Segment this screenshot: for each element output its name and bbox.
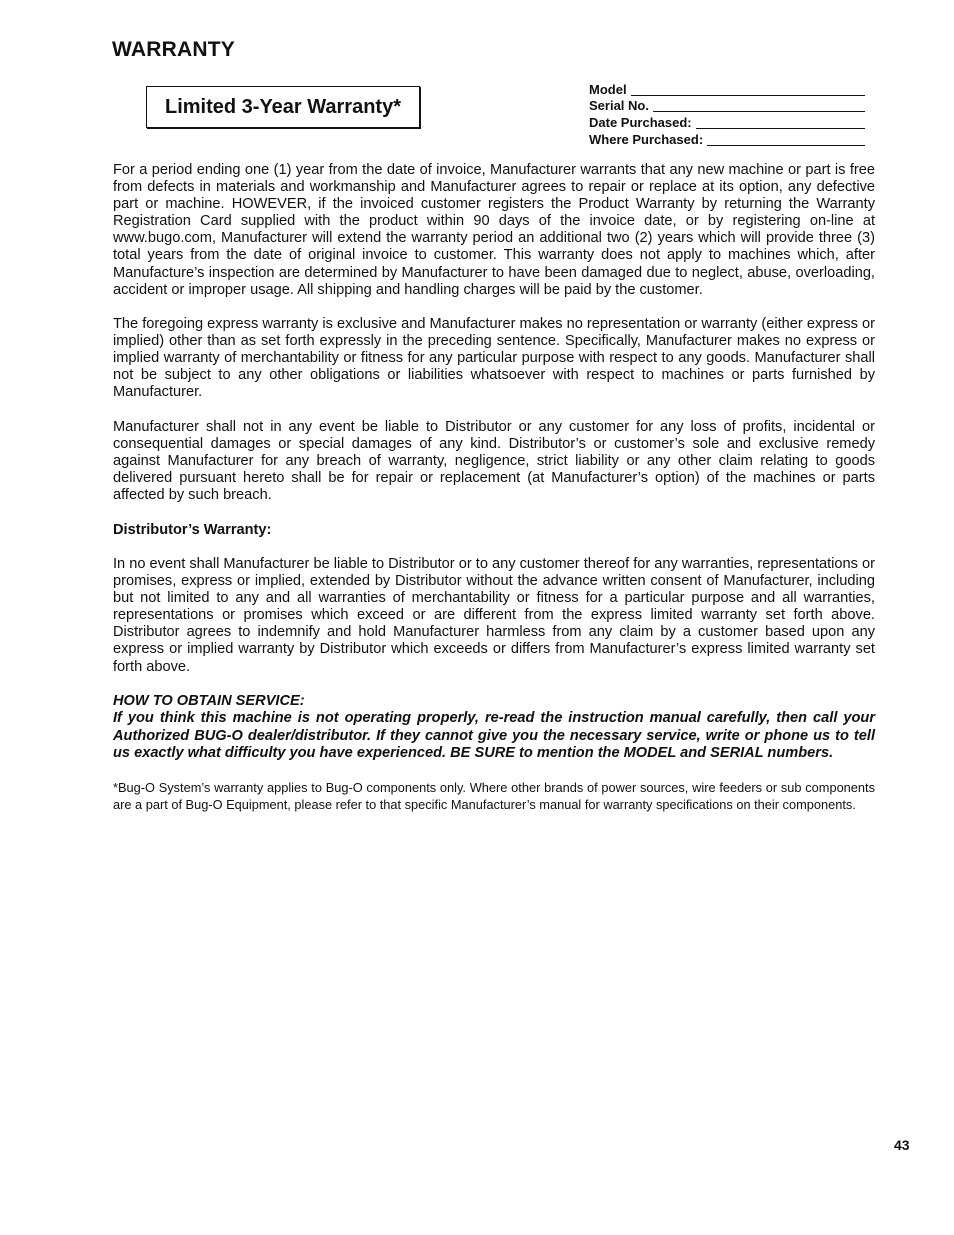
footnote: *Bug-O System’s warranty applies to Bug-O components only. Where other brands of power sources, wire feeders or sub components are a part of Bug-O Equipment, please refer to that specific Manufacturer’s manual for warranty specifications on their components. [113,780,875,813]
where-purchased-field[interactable] [589,130,865,147]
warranty-paragraph-2: The foregoing express warranty is exclusive and Manufacturer makes no representation or warranty (either express or implied) other than as set forth expressly in the preceding sentence. Specifically, Manufacturer makes no express or implied warranty of merchantability or fitness for any particular purpose with respect to any goods. Manufacturer shall not be subject to any other obligations or liabilities whatsoever with respect to machines or parts furnished by Manufacturer. [113,316,875,401]
distributor-paragraph: In no event shall Manufacturer be liable to Distributor or to any customer thereof for any warranties, representations or promises, express or implied, extended by Distributor without the advance written consent of Manufacturer, including but not limited to any and all warranties of merchantability or fitness for a particular purpose and all warranties, representations or promises which exceed or are different from the express limited warranty set forth above. Distributor agrees to indemnify and hold Manufacturer harmless from any claim by a customer based upon any express or implied warranty by Distributor which exceeds or differs from Manufacturer’s express limited warranty set forth above. [113,556,875,675]
service-title: HOW TO OBTAIN SERVICE: [113,693,305,709]
date-purchased-field[interactable] [589,113,865,130]
distributor-heading: Distributor’s Warranty: [113,522,272,538]
date-purchased-label: Date Purchased: [589,115,692,131]
serial-line[interactable] [653,100,865,112]
page-heading: WARRANTY [112,38,235,61]
where-purchased-label: Where Purchased: [589,131,704,147]
where-purchased-line[interactable] [707,134,865,146]
warranty-paragraph-1: For a period ending one (1) year from the date of invoice, Manufacturer warrants that any new machine or part is free from defects in materials and workmanship and Manufacturer agrees to repair or replace at its option, any defective part or machine. HOWEVER, if the invoiced customer registers the Product Warranty by returning the Warranty Registration Card supplied with the product within 90 days of the invoice date, or by registering on-line at www.bugo.com, Manufacturer will extend the warranty period an additional two (2) years which will provide three (3) total years from the date of original invoice to customer. This warranty does not apply to machines which, after Manufacture’s inspection are determined by Manufacturer to have been damaged due to neglect, abuse, overloading, accident or improper usage. All shipping and handling charges will be paid by the customer. [113,162,875,298]
serial-field[interactable] [589,97,865,114]
serial-label: Serial No. [589,98,649,114]
warranty-paragraph-3: Manufacturer shall not in any event be liable to Distributor or any customer for any loss of profits, incidental or consequential damages or special damages of any kind. Distributor’s or customer’s sole and exclusive remedy against Manufacturer for any breach of warranty, negligence, strict liability or any other claim relating to goods delivered pursuant hereto shall be for repair or replacement (at Manufacturer’s option) of the machines or parts affected by such breach. [113,419,875,504]
model-field[interactable] [589,80,865,97]
service-text: If you think this machine is not operating properly, re-read the instruction manual carefully, then call your Authorized BUG-O dealer/distributor. If they cannot give you the necessary service, write or phone us to tell us exactly what difficulty you have experienced. BE SURE to mention the MODEL and SERIAL numbers. [113,710,875,761]
model-label: Model [589,81,627,97]
warranty-title-box [146,86,420,128]
date-purchased-line[interactable] [696,117,865,129]
warranty-title: Limited 3-Year Warranty* [164,95,401,118]
model-line[interactable] [631,84,865,96]
page-number: 43 [894,1137,910,1153]
registration-form [589,80,865,147]
service-section [113,693,875,762]
